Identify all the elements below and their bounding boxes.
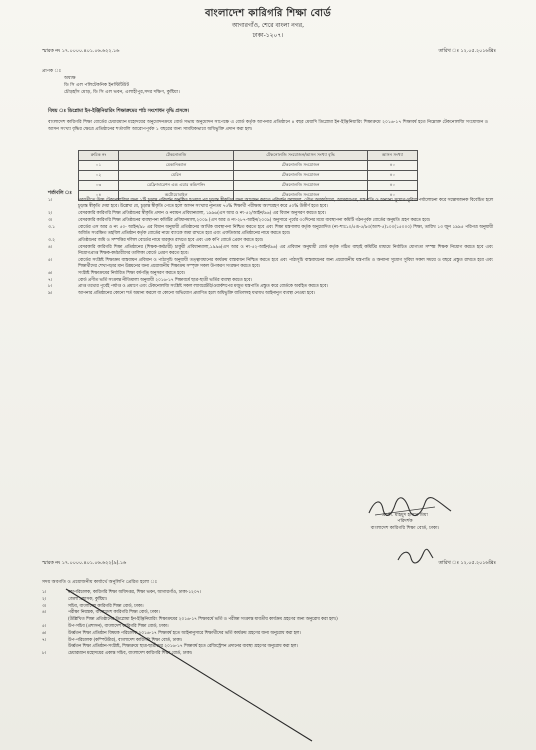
table-cell: ৪০	[367, 171, 417, 181]
table-cell: টেকনোলজি সংযোজন	[234, 171, 368, 181]
copy-number: ৬।	[42, 630, 47, 636]
table-cell: ৪০	[367, 181, 417, 191]
board-address-line1: আগারগাঁও, শেরে বাংলা নগর,	[232, 22, 304, 29]
conditions-title: শর্তাবলি ঃ	[48, 191, 72, 196]
condition-number: ৩।	[48, 217, 53, 223]
condition-item	[48, 245, 493, 257]
table-cell: ০১	[79, 161, 119, 171]
copy-number: ৮।	[42, 651, 47, 657]
condition-item	[48, 271, 493, 277]
condition-number: ৪।	[48, 244, 53, 250]
copy-number: ১।	[42, 590, 47, 595]
condition-number: ২।	[48, 210, 53, 216]
condition-number: ১।	[48, 198, 53, 203]
condition-number: ৮।	[48, 284, 53, 290]
condition-text: বেসরকারি কারিগরি শিক্ষা প্রতিষ্ঠানের (শিক্ষক-কর্মচারী) চাকুরী প্রবিধানমালা,১৯৯৬(এস আর ও নং-৫২-আইন/৯৬) এর প্রবিধান অনুযায়ী বোর্ড কর্তৃক গঠিত বাছাই কমিটির মাধ্যমে নির্বাচিত যোগ্যতা সম্পন্ন শিক্ষক নিয়োগ করতে হবে এবং নিয়োগপ্রাপ্ত শিক্ষক-কর্মচারীদের তালিকা বোর্ডে প্রেরণ করতে হবে।	[78, 244, 493, 256]
table-header: ক্রমিক নং	[79, 151, 119, 161]
copy-number: ৭।	[42, 637, 47, 643]
signatory-name: প্রকৌ. মাহমুদ হাসান মিয়া	[382, 513, 428, 518]
board-title: বাংলাদেশ কারিগরি শিক্ষা বোর্ড	[204, 8, 332, 19]
table-cell: অটোমোবাইল	[119, 191, 234, 201]
condition-text: বোর্ডের সংশ্লিষ্ট শিক্ষাক্রম বাস্তবায়ন প্রবিধান ও পাঠ্যসূচি অনুযায়ী তত্ত্বাবধানের কার্যক্রম বাস্তবায়ন নিশ্চিত করতে হবে এবং পাঠ্যসূচি বাস্তবায়নের জন্য প্রয়োজনীয় যন্ত্রপাতি ও অন্যান্য সুযোগ সুবিধা সকল সময়ে ও বছরে প্রস্তুত রাখতে হবে এবং শিক্ষার্থীদের শেখাপড়ার মান উন্নয়নের জন্য প্রয়োজনীয় শিক্ষাক্রম সম্পৃক্ত সকল উপকরণ সংরক্ষণ করতে হবে।	[78, 257, 493, 269]
condition-item	[48, 211, 493, 217]
copy-text: পরীক্ষা নিয়ন্ত্রক, বাংলাদেশ কারিগরি শিক্ষা বোর্ড, ঢাকা।	[68, 610, 160, 616]
condition-number: ৫।	[48, 257, 53, 263]
condition-text: পরবর্তীতে উক্ত টেকনোলজির জন্য ১টি চূড়ান্ত পরিদর্শন অনুষ্ঠিত হওয়ার পর চূড়ান্ত স্বীকৃতির জন্য আবেদন করতে পরিদর্শন ফলাফল, গৌত অবকাঠামো, আসবাবপত্র, যন্ত্রপাতি ও অন্যান্য সুযোগ-সুবিধা পর্যালোচনা করে সন্তোষজনক বিবেচিত হলে চূড়ান্ত স্বীকৃতি দেয়া হবে। উল্লেখ্য যে, চূড়ান্ত স্বীকৃতি পেতে হলে আসন সংখ্যার ন্যূনতম ৭৫% শিক্ষার্থী পরীক্ষায় অংশগ্রহণ করে ৫০% উত্তীর্ণ হতে হবে।	[78, 198, 493, 210]
recipient-org: ডি সি এল পলিটেকনিক ইনস্টিটিউট	[64, 83, 130, 88]
technology-table	[78, 150, 418, 201]
memo-date: তারিখ ঃ ১২.০৫.২০১৬খ্রিঃ	[438, 49, 496, 54]
table-cell: টেকনোলজি সংযোজন	[234, 191, 368, 201]
signature-initial	[395, 548, 435, 566]
copy-text: উর্ধ্বতন শিক্ষা প্রতিষ্ঠান বিষয়ক পরিচালক ২০১৬-১৭ শিক্ষাবর্ষ হতে আইনানুসারে শিক্ষার্থীদের ভর্তি কার্যক্রম গ্রহণের জন্য অনুরোধ করা হল।	[68, 630, 301, 636]
copy-text: উর্ধ্বতন শিক্ষা প্রতিষ্ঠান-সংশ্লিষ্ট, শিক্ষাক্রমে ছাত্র-ছাত্রীদের ২০১৬-১৭ শিক্ষাবর্ষ হতে রেজিস্ট্রেশন প্রদানের ব্যবস্থা গ্রহণের অনুরোধ করা হল।	[68, 644, 298, 650]
condition-number: ৩.১	[48, 224, 55, 230]
condition-text: প্রাপ্ত তথ্যের পূর্বেই পর্যাপ্ত ও প্রমাণে এবং টেকনোলজি সংশ্লিষ্ট সকল ল্যাবরেটরি/ওয়ার্কশপের মজুত যন্ত্রপাতি প্রস্তুত করে বোর্ডকে অবহিত করতে হবে।	[78, 284, 328, 290]
recipient-block	[42, 68, 462, 96]
condition-text: বেসরকারি কারিগরি শিক্ষা প্রতিষ্ঠানের স্বীকৃতি প্রদান ও নবায়ন প্রবিধানমালা, ১৯৯৬(এস আর ও নং-৫২/আইন/৯৬) এর বিধান অনুসরণ করতে হবে।	[78, 210, 326, 216]
copy-text: চেয়ারম্যান মহোদয়ের একান্ত সচিব, বাংলাদেশ কারিগরি শিক্ষা বোর্ড, ঢাকা।	[68, 651, 193, 657]
table-cell: রেফ্রিজারেশন এন্ড এয়ার কন্ডিশনিং	[119, 181, 234, 191]
condition-text: বোর্ড প্রণীত ভর্তি সংক্রান্ত নীতিমালা অনুযায়ী ২০১৬-১৭ শিক্ষাবর্ষে ছাত্র-ছাত্রী ভর্তির ব্যবস্থা করতে হবে।	[78, 277, 252, 283]
table-header: টেকনোলজি সংযোজন/আসন সংখ্যা বৃদ্ধি	[234, 151, 368, 161]
copy-number: ৩।	[42, 603, 47, 609]
condition-item	[48, 258, 493, 270]
memo2-number: স্মারক নং ১৭.০০০০.৪০১.০৬.৬২২(৯).১৬	[42, 561, 127, 566]
diagonal-pen-stroke	[60, 585, 320, 745]
condition-number: ৬।	[48, 270, 53, 276]
table-row	[79, 161, 418, 171]
body-paragraph: বাংলাদেশ কারিগরি শিক্ষা বোর্ডের চেয়ারম্যান মহোদয়ের অনুমোদনক্রমে বোর্ড সভায় অনুমোদন সাপেক্ষে এ বোর্ড কর্তৃক আপনার প্রতিষ্ঠানে ৪ বছর মেয়াদি ডিপ্লোমা ইন-ইঞ্জিনিয়ারিং শিক্ষাক্রমে ২০১৬-১৭ শিক্ষাবর্ষ হতে নিম্নোক্ত টেকনোলজি সংযোজন ও আসন সংখ্যা বৃদ্ধির ক্ষেত্রে প্রতিষ্ঠানের শর্তাবলি আরোপপূর্বক ১ বছরের জন্য সাময়িকভাবে অধিভুক্তি প্রদান করা হল।	[48, 120, 488, 132]
table-cell: মেরিন	[119, 171, 234, 181]
copy-number: ৫।	[42, 623, 47, 629]
condition-text: প্রতিষ্ঠানের জমি ও সম্পত্তির দলিল বোর্ডের নামে ধারকৃত রাখতে হবে এবং এক কপি বোর্ডে প্রেরণ করতে হবে।	[78, 237, 264, 243]
copy-text: সচিব, বাংলাদেশ কারিগরি শিক্ষা বোর্ড, ঢাকা।	[68, 603, 144, 609]
condition-text: সংশ্লিষ্ট শিক্ষাক্রমের নির্ধারিত শিক্ষা বর্ষপঞ্জি অনুসরণ করতে হবে।	[78, 270, 186, 276]
board-address-line2: ঢাকা-১২০৭।	[252, 32, 284, 39]
recipient-label: প্রাপক ঃ	[42, 69, 62, 74]
condition-item	[48, 238, 493, 244]
table-cell: টেকনোলজি সংযোজন	[234, 181, 368, 191]
condition-number: ৭।	[48, 277, 53, 283]
signatory-designation: পরিদর্শক	[397, 519, 413, 525]
condition-item	[48, 278, 493, 284]
condition-text: বেসরকারি কারিগরি শিক্ষা প্রতিষ্ঠানের ব্যবস্থাপনা কমিটির প্রবিধানমালা,২০০৯ (এস আর ও নং-২৮৭-আইন/২০০৯) অনুসারে পূর্বের ৩০দিনের মধ্যে ব্যবস্থাপনা কমিটি গঠনপূর্বক বোর্ডের অনুমতি গ্রহণ করতে হবে।	[78, 217, 431, 223]
copy-text: উপ-সচিব (প্রশাসন), বাংলাদেশ কারিগরি শিক্ষা বোর্ড, ঢাকা।	[68, 623, 169, 629]
condition-text: আপনার প্রতিষ্ঠানের কোনো শর্ত অমান্য করলে বা কোনো অভিযোগ প্রমাণিত হলে অধিভুক্তি বাতিলসহ যথাযথ আইনানুগ ব্যবস্থা নেওয়া হবে।	[78, 291, 315, 297]
copy-text: জেলা প্রশাসক, কুষ্টিয়া।	[68, 596, 108, 602]
table-row	[79, 181, 418, 191]
condition-item	[48, 284, 493, 290]
table-header-row	[79, 151, 418, 161]
condition-item	[48, 225, 493, 237]
memo2-date: তারিখ ঃ ১২.০৫.২০১৬খ্রিঃ	[438, 561, 496, 566]
table-cell: ০৪	[79, 191, 119, 201]
condition-text: বোর্ডের এস আর ও নং ৫০- আইন/৯৮ এর বিধান অনুযায়ী প্রতিষ্ঠানের আর্থিক ব্যবস্থাপনা নিশ্চিত করতে হবে এবং শিক্ষা মন্ত্রণালয় কর্তৃক অনুমোদিত (নং-শাঃ১০/৫ঙ-৫/৯৩(অংশ-৫)১০০(১৫০০০) শিক্ষা, তারিখ ১৩ জুন ১৯৯৫ পরিপত্র অনুযায়ী অর্জিত সংরক্ষিত তহবিল প্রতিষ্ঠান কর্তৃক বোর্ডের নামে ব্যাংকে জমা রাখতে হবে এবং এফডিআর প্রতিষ্ঠানের নামে করতে হবে।	[78, 224, 493, 236]
copy-text: (উল্লিখিত শিক্ষা প্রতিষ্ঠানের ডিপ্লোমা ইন-ইঞ্জিনিয়ারিং শিক্ষাক্রমের ২০১৬-১৭ শিক্ষাবর্ষে ভর্তি ও পরীক্ষা সংক্রান্ত যাবতীয় কার্যক্রম গ্রহণের জন্য অনুরোধ করা হল।)	[68, 617, 338, 623]
condition-item	[48, 291, 493, 297]
copy-text: উপ-পরিচালক (কম্পিউটার), বাংলাদেশ কারিগরি শিক্ষা বোর্ড, ঢাকা।	[68, 637, 183, 643]
signature-block	[330, 505, 480, 532]
condition-item	[48, 218, 493, 224]
table-cell: টেকনোলজি সংযোজন	[234, 161, 368, 171]
condition-item	[48, 198, 493, 210]
condition-number: ৩.২	[48, 237, 55, 243]
signatory-org: বাংলাদেশ কারিগরি শিক্ষা বোর্ড, ঢাকা।	[370, 525, 440, 531]
copy-text: মহাপরিচালক, কারিগরি শিক্ষা অধিদপ্তর, শিক্ষা ভবন, আগারগাঁও, ঢাকা-১২০৭।	[68, 590, 201, 595]
copy-intro: সদয় অবগতি ও প্রয়োজনীয় কার্যার্থে অনুলিপি প্রেরিত হলো ঃ	[42, 580, 158, 585]
recipient-title: অধ্যক্ষ	[64, 76, 76, 81]
recipient-address: চৌড়হাঁস মোড়, ডি সি এল ভবন, এলাহীপুর,সদর দক্ষিণ, কুষ্টিয়া।	[64, 90, 180, 95]
table-header: আসন সংখ্যা	[367, 151, 417, 161]
table-cell: ৪০	[367, 161, 417, 171]
copy-number: ৪।	[42, 610, 47, 616]
table-cell: ৪০	[367, 191, 417, 201]
copy-number: ২।	[42, 596, 47, 602]
subject-line: বিষয় ঃ ডিপ্লোমা ইন-ইঞ্জিনিয়ারিং শিক্ষাক্রমের পাঠ সংশোধন বৃদ্ধি প্রসঙ্গে।	[48, 109, 189, 114]
conditions-list	[48, 198, 493, 298]
memo-number: স্মারক নং ১৭.০০০০.৪০১.০৬.৬২২.১৬	[42, 49, 120, 54]
table-cell: ০২	[79, 171, 119, 181]
table-cell: মেকানিক্যাল	[119, 161, 234, 171]
table-header: টেকনোলজি	[119, 151, 234, 161]
table-row	[79, 171, 418, 181]
table-cell: ০৩	[79, 181, 119, 191]
condition-number: ৯।	[48, 291, 53, 297]
